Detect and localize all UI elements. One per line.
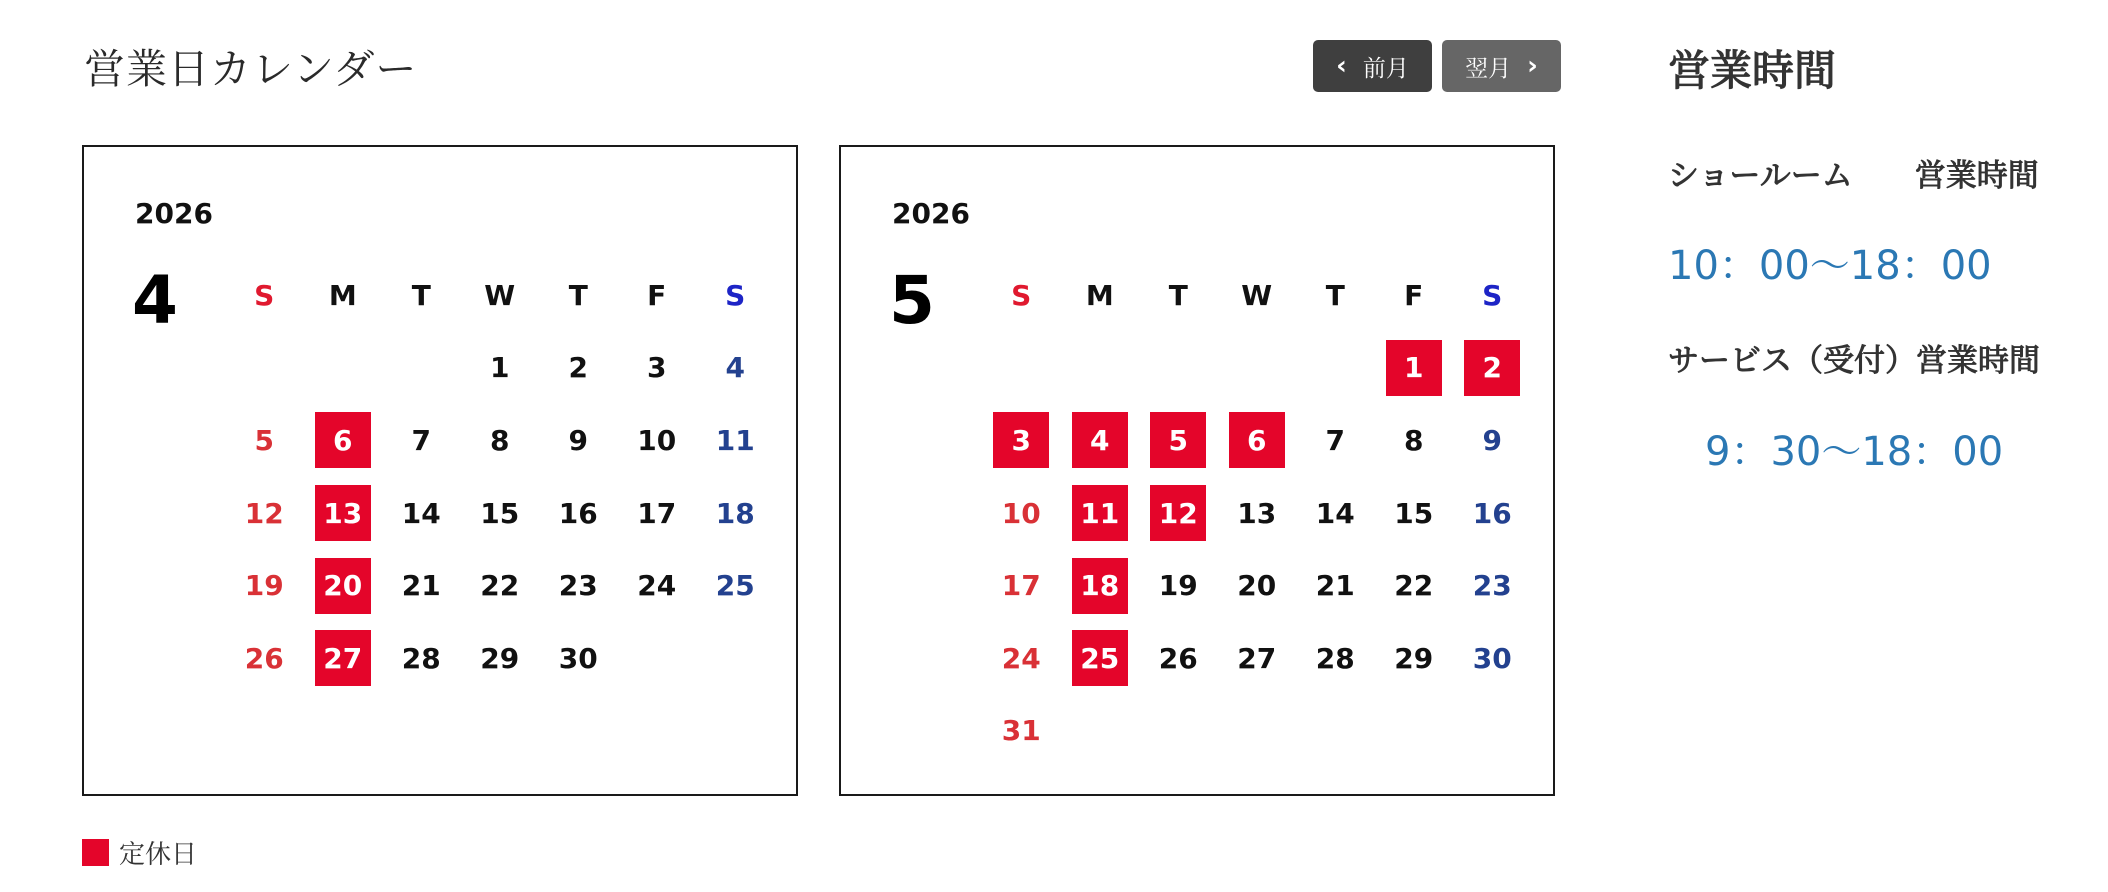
day-number: 8: [490, 423, 510, 457]
day-number: 12: [1150, 485, 1206, 541]
day-cell: [225, 404, 304, 477]
showroom-hours-time: 10：00～18：00: [1668, 243, 1992, 289]
closed-day-cell: [1061, 477, 1140, 550]
day-number: 28: [401, 641, 441, 675]
day-cell: [982, 622, 1061, 695]
day-cell: [382, 549, 461, 622]
day-number: 18: [715, 496, 755, 530]
day-number: 18: [1072, 558, 1128, 614]
day-cell: [461, 332, 540, 405]
day-number: 2: [568, 351, 588, 385]
calendar-year: 2026: [892, 197, 970, 230]
calendar-may: [839, 145, 1555, 796]
service-hours-time: 9：30～18：00: [1705, 429, 2004, 475]
day-cell: [382, 477, 461, 550]
day-cell: [696, 404, 775, 477]
day-cell: [618, 404, 697, 477]
day-cell: [1296, 404, 1375, 477]
legend: [82, 834, 197, 871]
closed-day-cell: [1218, 404, 1297, 477]
day-number: 20: [315, 558, 371, 614]
calendar-year: 2026: [135, 197, 213, 230]
chevron-left-icon: ‹: [1336, 51, 1347, 81]
day-number: 24: [637, 569, 677, 603]
day-number: 8: [1404, 423, 1424, 457]
closed-day-cell: [304, 477, 383, 550]
prev-month-button[interactable]: [1313, 40, 1432, 92]
day-cell: [1218, 549, 1297, 622]
day-number: 2: [1464, 340, 1520, 396]
day-cell: [1453, 477, 1532, 550]
calendar-month: 5: [889, 262, 935, 339]
weekday-header: T: [1168, 278, 1188, 312]
page-title: 営業日カレンダー: [84, 45, 418, 93]
service-hours-label: サービス（受付）営業時間: [1668, 343, 2040, 379]
day-cell: [1375, 404, 1454, 477]
weekday-header: T: [1325, 278, 1345, 312]
day-number: 23: [1472, 569, 1512, 603]
closed-day-swatch: [82, 839, 109, 866]
day-number: 12: [244, 496, 284, 530]
day-cell: [1296, 477, 1375, 550]
day-cell: [539, 477, 618, 550]
weekday-header: W: [484, 278, 516, 312]
day-cell: [461, 477, 540, 550]
day-cell: [539, 549, 618, 622]
day-number: 25: [1072, 630, 1128, 686]
day-number: 17: [637, 496, 677, 530]
day-number: 31: [1001, 714, 1041, 748]
day-cell: [1453, 404, 1532, 477]
day-number: 23: [558, 569, 598, 603]
closed-day-cell: [304, 549, 383, 622]
day-number: 9: [1482, 423, 1502, 457]
day-cell: [539, 404, 618, 477]
day-cell: [982, 549, 1061, 622]
day-number: 15: [480, 496, 520, 530]
day-cell: [1139, 549, 1218, 622]
closed-day-cell: [1061, 549, 1140, 622]
closed-day-cell: [304, 622, 383, 695]
calendar-april: [82, 145, 798, 796]
day-number: 17: [1001, 569, 1041, 603]
day-number: 13: [1237, 496, 1277, 530]
weekday-header: S: [1482, 278, 1503, 312]
closed-day-cell: [1061, 404, 1140, 477]
day-cell: [618, 477, 697, 550]
day-cell: [225, 622, 304, 695]
empty-cell: [1296, 332, 1375, 405]
day-cell: [1375, 549, 1454, 622]
empty-cell: [1139, 332, 1218, 405]
day-cell: [461, 404, 540, 477]
day-number: 7: [1325, 423, 1345, 457]
day-number: 11: [1072, 485, 1128, 541]
empty-cell: [1061, 332, 1140, 405]
day-cell: [1375, 622, 1454, 695]
empty-cell: [225, 332, 304, 405]
calendar-grid: [982, 259, 1532, 767]
day-cell: [1453, 549, 1532, 622]
day-number: 19: [1158, 569, 1198, 603]
empty-cell: [982, 332, 1061, 405]
day-number: 4: [1072, 412, 1128, 468]
day-cell: [696, 549, 775, 622]
closed-day-cell: [1139, 404, 1218, 477]
closed-day-cell: [1375, 332, 1454, 405]
closed-day-cell: [1061, 622, 1140, 695]
day-number: 9: [568, 423, 588, 457]
day-cell: [539, 332, 618, 405]
day-number: 3: [993, 412, 1049, 468]
day-number: 10: [1001, 496, 1041, 530]
day-number: 30: [1472, 641, 1512, 675]
day-number: 11: [715, 423, 755, 457]
day-number: 14: [401, 496, 441, 530]
weekday-header: T: [568, 278, 588, 312]
day-number: 25: [715, 569, 755, 603]
day-cell: [382, 404, 461, 477]
day-number: 22: [1394, 569, 1434, 603]
day-number: 30: [558, 641, 598, 675]
day-number: 7: [411, 423, 431, 457]
day-number: 4: [725, 351, 745, 385]
day-number: 19: [244, 569, 284, 603]
day-number: 29: [480, 641, 520, 675]
next-month-button[interactable]: [1442, 40, 1561, 92]
day-number: 29: [1394, 641, 1434, 675]
empty-cell: [304, 332, 383, 405]
closed-day-cell: [1453, 332, 1532, 405]
day-number: 27: [1237, 641, 1277, 675]
day-number: 24: [1001, 641, 1041, 675]
weekday-header: F: [1404, 278, 1424, 312]
day-cell: [1218, 622, 1297, 695]
day-number: 28: [1315, 641, 1355, 675]
showroom-hours-label: ショールーム 営業時間: [1668, 158, 2039, 194]
day-number: 6: [1229, 412, 1285, 468]
day-cell: [1296, 549, 1375, 622]
closed-day-cell: [982, 404, 1061, 477]
day-cell: [461, 549, 540, 622]
weekday-header: T: [411, 278, 431, 312]
day-cell: [1375, 477, 1454, 550]
day-number: 15: [1394, 496, 1434, 530]
next-month-label: 翌月: [1465, 55, 1512, 82]
day-number: 1: [490, 351, 510, 385]
closed-day-cell: [1139, 477, 1218, 550]
day-number: 3: [647, 351, 667, 385]
day-cell: [696, 477, 775, 550]
prev-month-label: 前月: [1362, 55, 1409, 82]
empty-cell: [1218, 332, 1297, 405]
day-number: 13: [315, 485, 371, 541]
day-number: 5: [1150, 412, 1206, 468]
empty-cell: [382, 332, 461, 405]
day-number: 5: [254, 423, 274, 457]
day-cell: [696, 332, 775, 405]
day-number: 22: [480, 569, 520, 603]
closed-day-cell: [304, 404, 383, 477]
day-cell: [1218, 477, 1297, 550]
day-cell: [225, 549, 304, 622]
day-cell: [539, 622, 618, 695]
day-cell: [618, 332, 697, 405]
day-number: 26: [244, 641, 284, 675]
weekday-header: S: [1011, 278, 1032, 312]
day-cell: [982, 477, 1061, 550]
hours-title: 営業時間: [1668, 46, 1837, 95]
day-cell: [1139, 622, 1218, 695]
weekday-header: S: [725, 278, 746, 312]
day-cell: [1453, 622, 1532, 695]
day-cell: [982, 695, 1061, 768]
weekday-header: M: [328, 278, 357, 312]
chevron-right-icon: ›: [1527, 51, 1538, 81]
day-number: 1: [1386, 340, 1442, 396]
day-number: 27: [315, 630, 371, 686]
day-number: 14: [1315, 496, 1355, 530]
calendar-month: 4: [132, 262, 178, 339]
day-cell: [618, 549, 697, 622]
day-number: 16: [558, 496, 598, 530]
day-cell: [1296, 622, 1375, 695]
day-number: 26: [1158, 641, 1198, 675]
calendar-grid: [225, 259, 775, 767]
day-number: 16: [1472, 496, 1512, 530]
day-number: 6: [315, 412, 371, 468]
weekday-header: F: [647, 278, 667, 312]
day-cell: [225, 477, 304, 550]
day-cell: [461, 622, 540, 695]
day-number: 21: [401, 569, 441, 603]
weekday-header: M: [1085, 278, 1114, 312]
weekday-header: W: [1241, 278, 1273, 312]
day-cell: [382, 622, 461, 695]
day-number: 21: [1315, 569, 1355, 603]
day-number: 20: [1237, 569, 1277, 603]
legend-label: 定休日: [119, 840, 198, 870]
weekday-header: S: [254, 278, 275, 312]
day-number: 10: [637, 423, 677, 457]
